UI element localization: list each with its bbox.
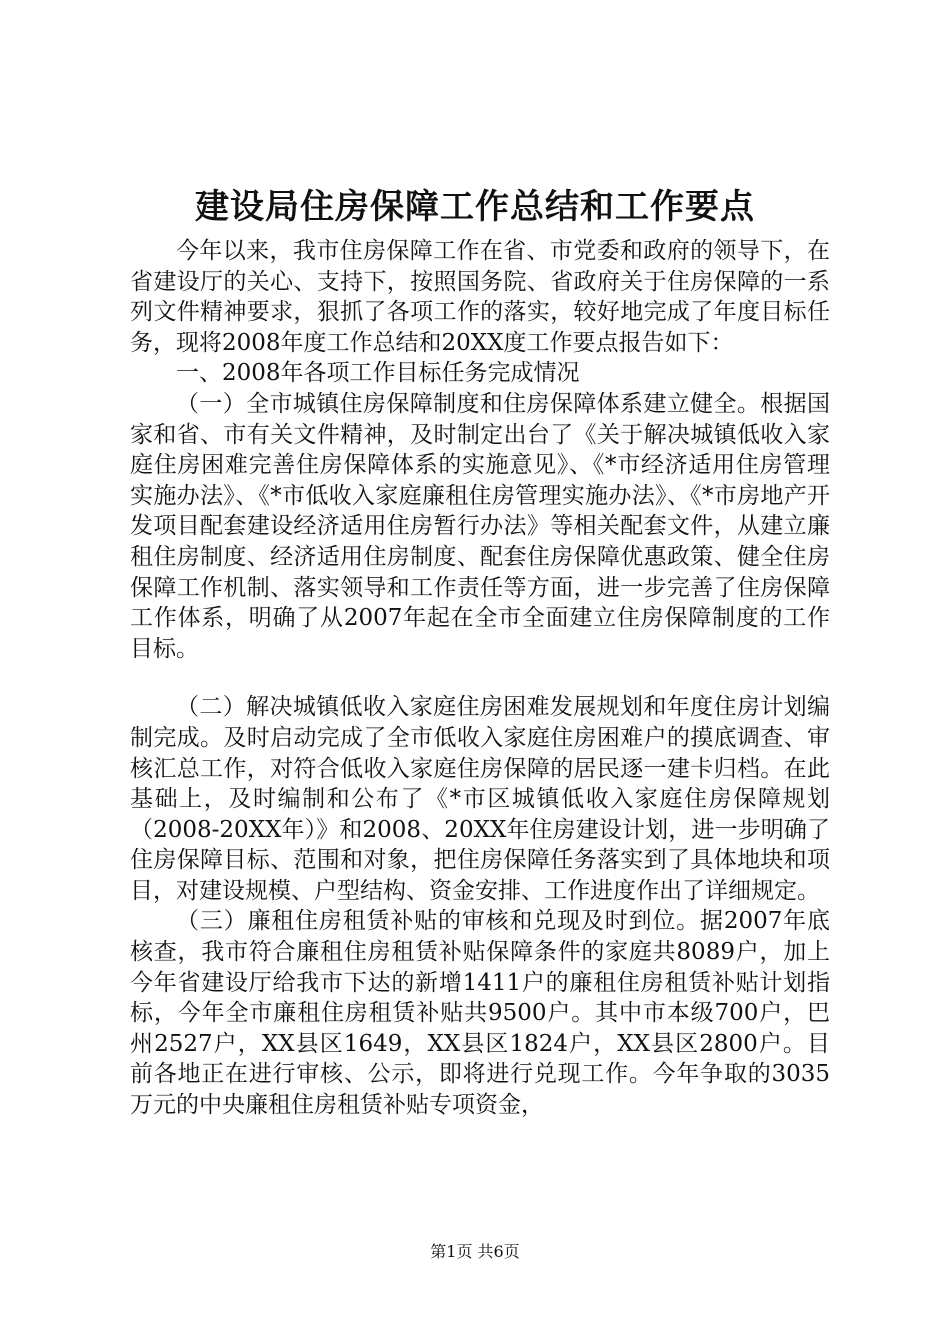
paragraph-item-3: （三）廉租住房租赁补贴的审核和兑现及时到位。据2007年底核查，我市符合廉租住房租赁补贴保障条件的家庭共8089户，加上今年省建设厅给我市下达的新增1411户的廉租住房租赁补贴计划指标，今年全市廉租住房租赁补贴共9500户。其中市本级700户，巴州2527户，XX县区1649，XX县区1824户，XX县区2800户。目前各地正在进行审核、公示，即将进行兑现工作。今年争取的3035万元的中央廉租住房租赁补贴专项资金，	[130, 908, 830, 1119]
intro-paragraph: 今年以来，我市住房保障工作在省、市党委和政府的领导下，在省建设厅的关心、支持下，按照国务院、省政府关于住房保障的一系列文件精神要求，狠抓了各项工作的落实，较好地完成了年度目标任务，现将2008年度工作总结和20XX度工作要点报告如下：	[130, 238, 830, 356]
document-body	[130, 236, 830, 1121]
document-title: 建设局住房保障工作总结和工作要点	[195, 187, 755, 227]
section-heading: 一、2008年各项工作目标任务完成情况	[176, 360, 580, 387]
paragraph-item-2: （二）解决城镇低收入家庭住房困难发展规划和年度住房计划编制完成。及时启动完成了全市低收入家庭住房困难户的摸底调查、审核汇总工作，对符合低收入家庭住房保障的居民逐一建卡归档。在此基础上，及时编制和公布了《*市区城镇低收入家庭住房保障规划（2008-20XX年）》和2008、20XX年住房建设计划，进一步明确了住房保障目标、范围和对象，把住房保障任务落实到了具体地块和项目，对建设规模、户型结构、资金安排、工作进度作出了详细规定。	[130, 694, 830, 904]
paragraph-item-1: （一）全市城镇住房保障制度和住房保障体系建立健全。根据国家和省、市有关文件精神，及时制定出台了《关于解决城镇低收入家庭住房困难完善住房保障体系的实施意见》、《*市经济适用住房管理实施办法》、《*市低收入家庭廉租住房管理实施办法》、《*市房地产开发项目配套建设经济适用住房暂行办法》等相关配套文件，从建立廉租住房制度、经济适用住房制度、配套住房保障优惠政策、健全住房保障工作机制、落实领导和工作责任等方面，进一步完善了住房保障工作体系，明确了从2007年起在全市全面建立住房保障制度的工作目标。	[130, 390, 830, 662]
page-footer: 第1页 共6页	[430, 1242, 520, 1261]
